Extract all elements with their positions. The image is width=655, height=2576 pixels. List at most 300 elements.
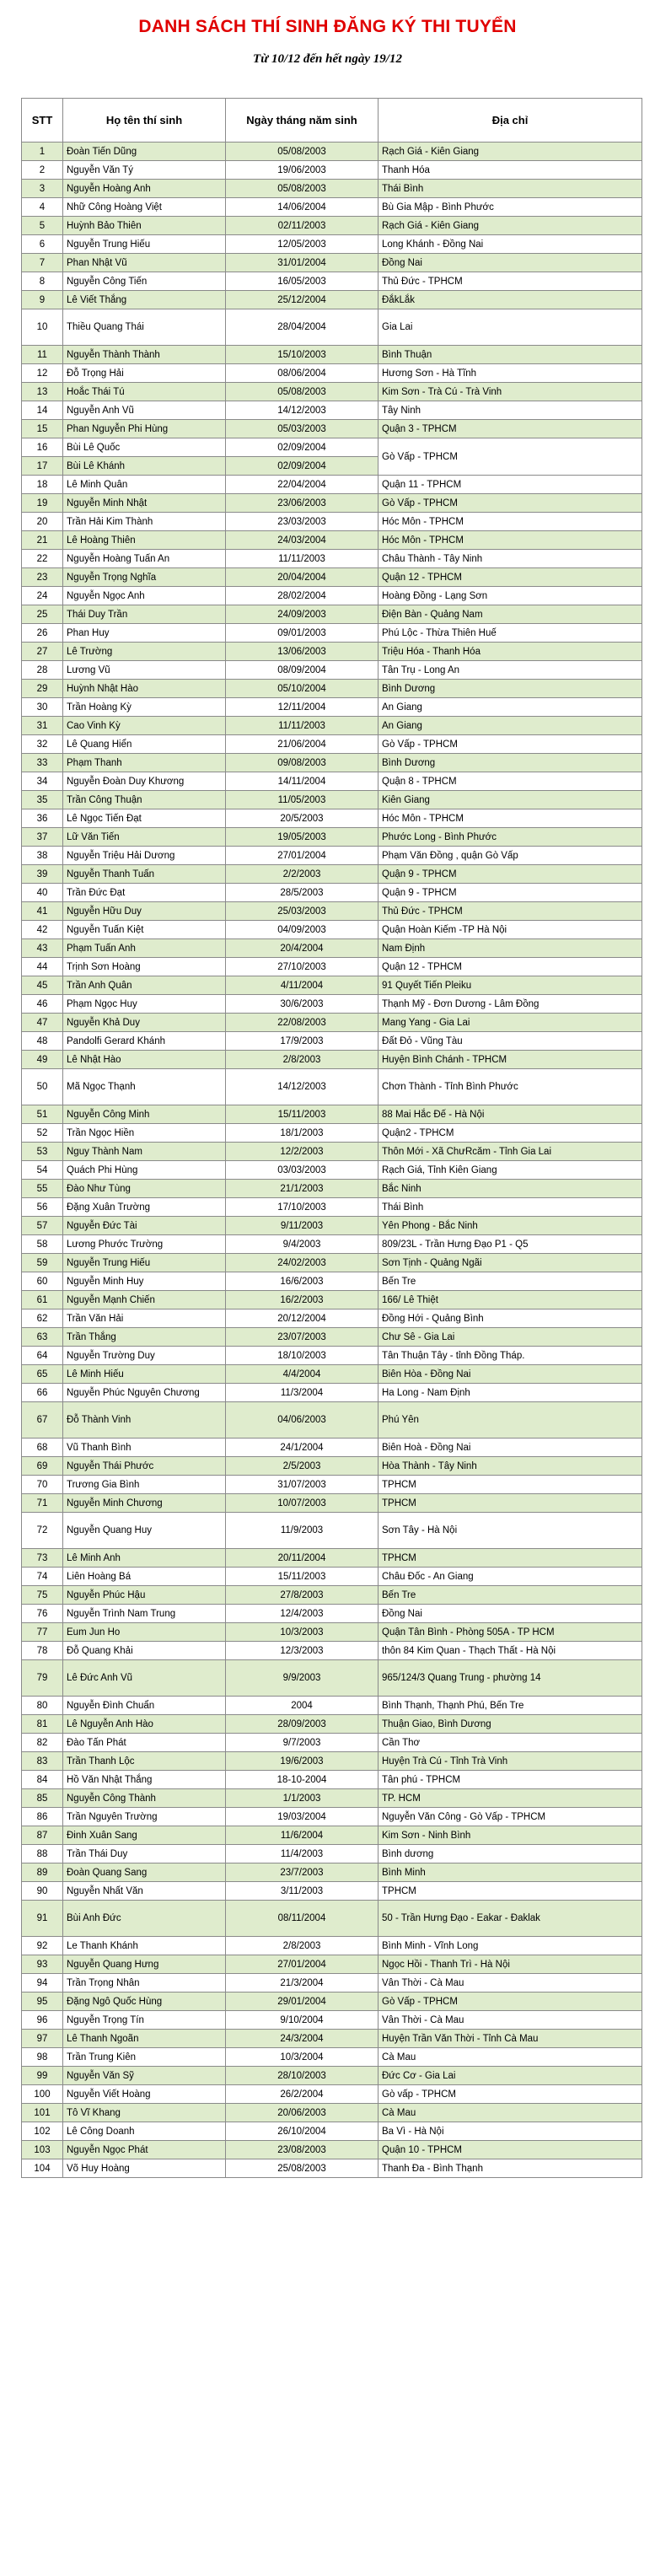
cell-dob: 14/06/2004 [226,198,379,217]
cell-dob: 9/9/2003 [226,1660,379,1697]
table-row [22,1845,642,1863]
cell-address: Bình Dương [379,754,642,772]
cell-address: 809/23L - Trần Hưng Đạo P1 - Q5 [379,1235,642,1254]
cell-stt: 38 [22,847,63,865]
table-row [22,2067,642,2085]
cell-dob: 16/6/2003 [226,1272,379,1291]
cell-dob: 23/08/2003 [226,2141,379,2159]
cell-address: Quận Tân Bình - Phòng 505A - TP HCM [379,1623,642,1642]
cell-address: Phước Long - Bình Phước [379,828,642,847]
cell-stt: 99 [22,2067,63,2085]
cell-dob: 19/6/2003 [226,1752,379,1771]
cell-dob: 05/08/2003 [226,180,379,198]
cell-name: Trần Thắng [63,1328,226,1347]
cell-stt: 34 [22,772,63,791]
cell-stt: 89 [22,1863,63,1882]
cell-address: Rạch Giá - Kiên Giang [379,217,642,235]
cell-name: Mã Ngọc Thạnh [63,1069,226,1105]
cell-stt: 97 [22,2030,63,2048]
table-row [22,921,642,939]
cell-name: Nguyễn Đức Tài [63,1217,226,1235]
header-stt: STT [22,99,63,143]
table-row [22,1124,642,1143]
table-row [22,1347,642,1365]
cell-dob: 28/5/2003 [226,884,379,902]
cell-address: Quận 11 - TPHCM [379,476,642,494]
cell-address: Quận2 - TPHCM [379,1124,642,1143]
cell-address: Phú Lộc - Thừa Thiên Huế [379,624,642,643]
cell-stt: 84 [22,1771,63,1789]
table-row [22,1771,642,1789]
cell-name: Lương Phước Trường [63,1235,226,1254]
cell-stt: 29 [22,680,63,698]
cell-stt: 6 [22,235,63,254]
cell-name: Lê Minh Anh [63,1549,226,1568]
cell-dob: 09/01/2003 [226,624,379,643]
cell-address: Đất Đỏ - Vũng Tàu [379,1032,642,1051]
cell-stt: 92 [22,1937,63,1955]
cell-stt: 23 [22,568,63,587]
cell-dob: 11/6/2004 [226,1826,379,1845]
cell-address: Biên Hòa - Đồng Nai [379,1365,642,1384]
cell-dob: 12/4/2003 [226,1605,379,1623]
cell-address: 965/124/3 Quang Trung - phường 14 [379,1660,642,1697]
cell-name: Tô Vĩ Khang [63,2104,226,2122]
cell-name: Nguyễn Trung Hiếu [63,235,226,254]
cell-dob: 04/09/2003 [226,921,379,939]
cell-dob: 14/11/2004 [226,772,379,791]
cell-address: 166/ Lê Thiệt [379,1291,642,1310]
cell-address: Yên Phong - Bắc Ninh [379,1217,642,1235]
table-row [22,1734,642,1752]
cell-address: Ha Long - Nam Định [379,1384,642,1402]
cell-address: Gò Vấp - TPHCM [379,494,642,513]
cell-dob: 08/11/2004 [226,1901,379,1937]
cell-dob: 4/11/2004 [226,976,379,995]
table-row [22,476,642,494]
table-row [22,1955,642,1974]
cell-address: Rạch Giá - Kiên Giang [379,143,642,161]
table-row [22,531,642,550]
cell-address: Thủ Đức - TPHCM [379,272,642,291]
cell-dob: 20/11/2004 [226,1549,379,1568]
cell-address: Vân Thời - Cà Mau [379,2011,642,2030]
cell-address: Chư Sê - Gia Lai [379,1328,642,1347]
table-row [22,1901,642,1937]
cell-stt: 93 [22,1955,63,1974]
cell-name: Lương Vũ [63,661,226,680]
cell-address: Hoàng Đồng - Lạng Sơn [379,587,642,605]
cell-dob: 9/4/2003 [226,1235,379,1254]
cell-name: Cao Vinh Kỳ [63,717,226,735]
cell-dob: 26/10/2004 [226,2122,379,2141]
cell-stt: 103 [22,2141,63,2159]
table-row [22,1697,642,1715]
cell-dob: 20/12/2004 [226,1310,379,1328]
cell-dob: 28/10/2003 [226,2067,379,2085]
cell-dob: 23/06/2003 [226,494,379,513]
cell-stt: 3 [22,180,63,198]
cell-dob: 27/10/2003 [226,958,379,976]
cell-dob: 11/05/2003 [226,791,379,809]
cell-name: Lê Thanh Ngoãn [63,2030,226,2048]
cell-stt: 100 [22,2085,63,2104]
cell-stt: 51 [22,1105,63,1124]
cell-stt: 54 [22,1161,63,1180]
cell-name: Nguyễn Minh Nhật [63,494,226,513]
cell-address: Quận 8 - TPHCM [379,772,642,791]
table-row [22,1161,642,1180]
table-row [22,1032,642,1051]
cell-address: Hóc Môn - TPHCM [379,513,642,531]
cell-address: Kim Sơn - Trà Cú - Trà Vinh [379,383,642,401]
table-row [22,401,642,420]
cell-name: Nguyễn Hoàng Anh [63,180,226,198]
cell-address: Cà Mau [379,2104,642,2122]
table-row [22,605,642,624]
cell-address: Quận 9 - TPHCM [379,884,642,902]
cell-name: Trần Trọng Nhân [63,1974,226,1993]
cell-address: Hóc Môn - TPHCM [379,809,642,828]
cell-name: Nguyễn Đoàn Duy Khương [63,772,226,791]
cell-name: Lê Trường [63,643,226,661]
cell-dob: 27/01/2004 [226,847,379,865]
table-row [22,1882,642,1901]
table-row [22,1291,642,1310]
cell-dob: 14/12/2003 [226,401,379,420]
cell-name: Đinh Xuân Sang [63,1826,226,1845]
cell-dob: 12/2/2003 [226,1143,379,1161]
header-dob: Ngày tháng năm sinh [226,99,379,143]
cell-address: Kiên Giang [379,791,642,809]
cell-dob: 05/03/2003 [226,420,379,438]
cell-stt: 14 [22,401,63,420]
cell-address: Sơn Tịnh - Quảng Ngãi [379,1254,642,1272]
cell-address: Thạnh Mỹ - Đơn Dương - Lâm Đồng [379,995,642,1014]
cell-name: Nguyễn Thái Phước [63,1457,226,1476]
table-row [22,1328,642,1347]
table-row [22,865,642,884]
cell-dob: 20/4/2004 [226,939,379,958]
cell-stt: 48 [22,1032,63,1051]
table-row [22,1863,642,1882]
cell-stt: 49 [22,1051,63,1069]
cell-name: Đoàn Tiến Dũng [63,143,226,161]
cell-name: Đoàn Quang Sang [63,1863,226,1882]
cell-address: Đồng Nai [379,1605,642,1623]
cell-name: Trần Hải Kim Thành [63,513,226,531]
table-row [22,1808,642,1826]
table-row [22,254,642,272]
table-row [22,1439,642,1457]
cell-name: Trần Trung Kiên [63,2048,226,2067]
table-row [22,550,642,568]
cell-name: Nhữ Công Hoàng Việt [63,198,226,217]
cell-stt: 56 [22,1198,63,1217]
cell-stt: 77 [22,1623,63,1642]
cell-stt: 96 [22,2011,63,2030]
table-row [22,1365,642,1384]
cell-name: Nguyễn Công Tiến [63,272,226,291]
cell-name: Lê Minh Quân [63,476,226,494]
cell-dob: 21/06/2004 [226,735,379,754]
cell-stt: 7 [22,254,63,272]
cell-dob: 9/10/2004 [226,2011,379,2030]
cell-name: Trần Ngọc Hiền [63,1124,226,1143]
cell-name: Nguyễn Ngọc Anh [63,587,226,605]
table-row [22,1051,642,1069]
table-row [22,272,642,291]
cell-name: Huỳnh Nhật Hào [63,680,226,698]
cell-stt: 52 [22,1124,63,1143]
table-row [22,1180,642,1198]
cell-stt: 68 [22,1439,63,1457]
table-row [22,235,642,254]
cell-name: Lê Hoàng Thiên [63,531,226,550]
cell-name: Phan Nhật Vũ [63,254,226,272]
candidate-table [21,98,642,2178]
cell-dob: 28/09/2003 [226,1715,379,1734]
cell-stt: 26 [22,624,63,643]
cell-dob: 4/4/2004 [226,1365,379,1384]
cell-name: Trịnh Sơn Hoàng [63,958,226,976]
table-row [22,1198,642,1217]
cell-name: Đào Tấn Phát [63,1734,226,1752]
cell-name: Nguyễn Tuấn Kiệt [63,921,226,939]
table-row [22,1974,642,1993]
cell-stt: 94 [22,1974,63,1993]
cell-address: Kim Sơn - Ninh Bình [379,1826,642,1845]
table-row [22,180,642,198]
cell-dob: 2/8/2003 [226,1051,379,1069]
table-row [22,1402,642,1439]
cell-address: Thanh Đa - Bình Thạnh [379,2159,642,2178]
cell-dob: 05/10/2004 [226,680,379,698]
cell-stt: 10 [22,309,63,346]
cell-name: Nguyễn Thanh Tuấn [63,865,226,884]
cell-name: Phạm Thanh [63,754,226,772]
cell-stt: 33 [22,754,63,772]
cell-name: Nguyễn Nhất Văn [63,1882,226,1901]
cell-name: Bùi Lê Khánh [63,457,226,476]
cell-stt: 21 [22,531,63,550]
cell-stt: 5 [22,217,63,235]
cell-dob: 2/5/2003 [226,1457,379,1476]
cell-dob: 24/03/2004 [226,531,379,550]
cell-dob: 11/11/2003 [226,717,379,735]
cell-dob: 04/06/2003 [226,1402,379,1439]
cell-address: Biên Hoà - Đồng Nai [379,1439,642,1457]
cell-address: Bình Dương [379,680,642,698]
cell-stt: 40 [22,884,63,902]
cell-name: Hồ Văn Nhật Thắng [63,1771,226,1789]
cell-stt: 9 [22,291,63,309]
cell-stt: 31 [22,717,63,735]
cell-address: Gò vấp - TPHCM [379,2085,642,2104]
cell-stt: 46 [22,995,63,1014]
cell-dob: 02/11/2003 [226,217,379,235]
cell-name: Nguyễn Văn Tý [63,161,226,180]
cell-name: Đỗ Trọng Hải [63,364,226,383]
table-row [22,161,642,180]
cell-stt: 32 [22,735,63,754]
cell-address: Gia Lai [379,309,642,346]
cell-stt: 28 [22,661,63,680]
cell-name: Nguyễn Trọng Tín [63,2011,226,2030]
cell-address: Thôn Mới - Xã ChưRcăm - Tỉnh Gia Lai [379,1143,642,1161]
cell-dob: 12/3/2003 [226,1642,379,1660]
table-row [22,364,642,383]
cell-address: Cà Mau [379,2048,642,2067]
cell-name: Lữ Văn Tiến [63,828,226,847]
cell-dob: 31/01/2004 [226,254,379,272]
table-row [22,494,642,513]
cell-stt: 64 [22,1347,63,1365]
cell-dob: 2/2/2003 [226,865,379,884]
cell-dob: 28/04/2004 [226,309,379,346]
cell-stt: 104 [22,2159,63,2178]
cell-stt: 69 [22,1457,63,1476]
cell-name: Lê Công Doanh [63,2122,226,2141]
cell-address: Huyện Bình Chánh - TPHCM [379,1051,642,1069]
cell-dob: 19/03/2004 [226,1808,379,1826]
cell-address: Bình Thạnh, Thạnh Phú, Bến Tre [379,1697,642,1715]
cell-dob: 24/02/2003 [226,1254,379,1272]
table-row [22,2030,642,2048]
table-row [22,643,642,661]
cell-address: Tây Ninh [379,401,642,420]
table-row [22,939,642,958]
table-row [22,698,642,717]
table-row [22,1586,642,1605]
cell-name: Phan Nguyễn Phi Hùng [63,420,226,438]
cell-address: Đồng Hới - Quảng Bình [379,1310,642,1328]
table-row [22,902,642,921]
cell-address: 91 Quyết Tiến Pleiku [379,976,642,995]
cell-name: Trần Anh Quân [63,976,226,995]
cell-stt: 59 [22,1254,63,1272]
table-row [22,680,642,698]
cell-dob: 24/09/2003 [226,605,379,624]
cell-address: Tân phú - TPHCM [379,1771,642,1789]
cell-dob: 16/2/2003 [226,1291,379,1310]
cell-stt: 50 [22,1069,63,1105]
cell-dob: 1/1/2003 [226,1789,379,1808]
cell-name: Đặng Ngô Quốc Hùng [63,1993,226,2011]
cell-address: Ngọc Hồi - Thanh Trì - Hà Nội [379,1955,642,1974]
cell-stt: 4 [22,198,63,217]
cell-stt: 8 [22,272,63,291]
table-row [22,809,642,828]
cell-name: Nguyễn Công Thành [63,1789,226,1808]
cell-address: Bình Minh - Vĩnh Long [379,1937,642,1955]
table-row [22,2085,642,2104]
cell-name: Nguyễn Anh Vũ [63,401,226,420]
cell-dob: 20/5/2003 [226,809,379,828]
cell-dob: 21/1/2003 [226,1180,379,1198]
cell-dob: 18/10/2003 [226,1347,379,1365]
cell-name: Thiều Quang Thái [63,309,226,346]
table-row [22,309,642,346]
cell-name: Nguy Thành Nam [63,1143,226,1161]
table-row [22,217,642,235]
cell-dob: 9/11/2003 [226,1217,379,1235]
cell-address: Quận 12 - TPHCM [379,568,642,587]
cell-address: TPHCM [379,1494,642,1513]
cell-stt: 86 [22,1808,63,1826]
cell-address: Bến Tre [379,1272,642,1291]
cell-stt: 65 [22,1365,63,1384]
cell-name: Nguyễn Trung Hiếu [63,1254,226,1272]
cell-stt: 87 [22,1826,63,1845]
cell-dob: 05/08/2003 [226,143,379,161]
cell-address: Quận Hoàn Kiếm -TP Hà Nội [379,921,642,939]
cell-address: Đức Cơ - Gia Lai [379,2067,642,2085]
cell-address: Bù Gia Mập - Bình Phước [379,198,642,217]
table-row [22,1272,642,1291]
cell-address: Quận 12 - TPHCM [379,958,642,976]
cell-stt: 2 [22,161,63,180]
table-row [22,1457,642,1476]
cell-address: Tân Thuận Tây - tỉnh Đồng Tháp. [379,1347,642,1365]
cell-stt: 24 [22,587,63,605]
cell-address: An Giang [379,698,642,717]
cell-name: Le Thanh Khánh [63,1937,226,1955]
cell-stt: 27 [22,643,63,661]
cell-address: Gò Vấp - TPHCM [379,1993,642,2011]
table-row [22,1937,642,1955]
table-row [22,1254,642,1272]
table-row [22,143,642,161]
cell-dob: 15/10/2003 [226,346,379,364]
cell-name: Đỗ Thành Vinh [63,1402,226,1439]
table-row [22,1513,642,1549]
cell-stt: 79 [22,1660,63,1697]
cell-address: Mang Yang - Gia Lai [379,1014,642,1032]
table-row [22,958,642,976]
cell-stt: 85 [22,1789,63,1808]
cell-dob: 05/08/2003 [226,383,379,401]
cell-name: Nguyễn Triệu Hải Dương [63,847,226,865]
cell-address: TP. HCM [379,1789,642,1808]
table-row [22,383,642,401]
cell-name: Bùi Anh Đức [63,1901,226,1937]
cell-dob: 24/3/2004 [226,2030,379,2048]
cell-stt: 91 [22,1901,63,1937]
cell-stt: 55 [22,1180,63,1198]
cell-stt: 30 [22,698,63,717]
cell-address: Huyện Trà Cú - Tỉnh Trà Vinh [379,1752,642,1771]
cell-address: 88 Mai Hắc Đế - Hà Nội [379,1105,642,1124]
cell-stt: 78 [22,1642,63,1660]
table-row [22,1826,642,1845]
table-row [22,1660,642,1697]
cell-dob: 23/07/2003 [226,1328,379,1347]
cell-stt: 39 [22,865,63,884]
cell-name: Nguyễn Quang Hưng [63,1955,226,1974]
cell-address: Sơn Tây - Hà Nội [379,1513,642,1549]
cell-address: Chơn Thành - Tỉnh Bình Phước [379,1069,642,1105]
cell-stt: 18 [22,476,63,494]
table-row [22,291,642,309]
table-row [22,1069,642,1105]
cell-address: Hương Sơn - Hà Tĩnh [379,364,642,383]
cell-name: Nguyễn Khả Duy [63,1014,226,1032]
cell-stt: 75 [22,1586,63,1605]
cell-dob: 02/09/2004 [226,457,379,476]
cell-name: Trần Công Thuận [63,791,226,809]
cell-dob: 21/3/2004 [226,1974,379,1993]
